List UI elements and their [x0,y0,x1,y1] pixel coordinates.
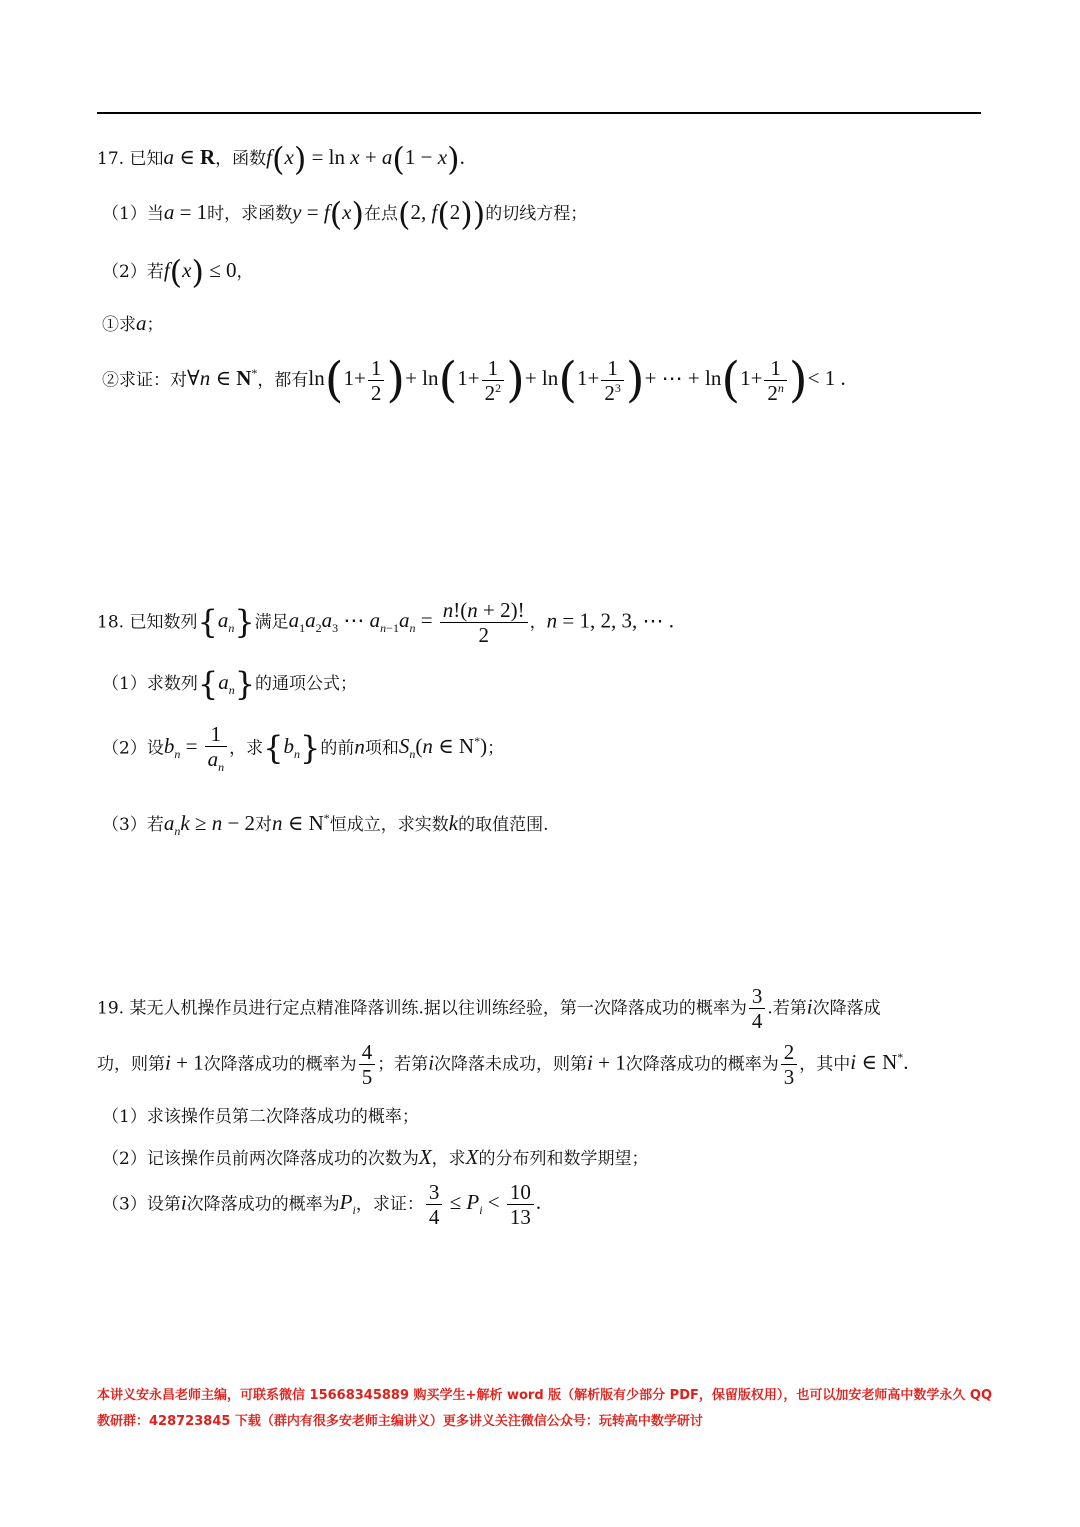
q17-part2: （2）若f(x) ≤ 0， [102,253,254,291]
q17-part1: （1）当a = 1时，求函数y = f(x)在点(2, f(2))的切线方程； [102,195,588,233]
q19-number: 19. [97,998,125,1019]
footer-line1: 本讲义安永昌老师主编，可联系微信 15668345889 购买学生+解析 word 版（解析版有少部分 PDF，保留版权用），也可以加安老师高中数学永久 QQ [97,1388,993,1403]
q19-stem-line2: 功，则第i + 1次降落成功的概率为 $\frac{4}{5}$ ；若第i次降落未成功，则第i + 1次降落成功的概率为 $\frac{2}{3}$ ，其中i ∈ N*. [97,1040,909,1090]
q18-part1: （1）求数列$\{a_n\}$的通项公式； [102,665,358,703]
q17-stem: 17. 已知a ∈ R，函数f(x) = ln x + a(1 − x). [97,140,465,178]
q19-stem-line1: 19. 某无人机操作员进行定点精准降落训练.据以往训练经验，第一次降落成功的概率为 $\frac{3}{4}$ .若第i次降落成 [97,984,881,1034]
q17-number: 17. [97,148,125,169]
q19-part1: （1）求该操作员第二次降落成功的概率； [102,1107,419,1127]
q17-item2: ②求证：对∀n ∈ N*，都有ln(1+ $\frac{1}{2}$ )+ ln(1+ $\frac{1}{2^2}$ )+ ln(1+ $\frac{1}{2^3}$ )+ ⋯ + ln(1+ $\frac{1}{2^n}$ )< 1 . [102,352,846,409]
q19-part3: （3）设第i次降落成功的概率为$P_i$，求证： $\frac{3}{4}$ ≤ $P_i$ < $\frac{10}{13}$ . [102,1180,542,1230]
header-rule [97,112,981,114]
q18-stem: 18. 已知数列$\{a_n\}$满足$a_1a_2a_3$ ⋯ $a_{n-1}a_n$ = $\frac{n!(n + 2)!}{2}$ ，n = 1, 2, 3, ⋯ . [97,598,674,648]
q18-part2: （2）设$b_n$ = $\frac{1}{a_n}$ ，求$\{b_n\}$的前n项和$S_n(n$ ∈ N*)； [102,722,505,775]
q17-item1: ①求a； [102,311,164,335]
q18-part3: （3）若$a_nk \ge n - 2$对n ∈ N*恒成立，求实数k的取值范围. [102,811,549,839]
q18-number: 18. [97,612,125,633]
footer-line2: 教研群：428723845 下载（群内有很多安老师主编讲义）更多讲义关注微信公众号：玩转高中数学研讨 [97,1414,703,1429]
q19-part2: （2）记该操作员前两次降落成功的次数为X，求X的分布列和数学期望； [102,1145,649,1169]
